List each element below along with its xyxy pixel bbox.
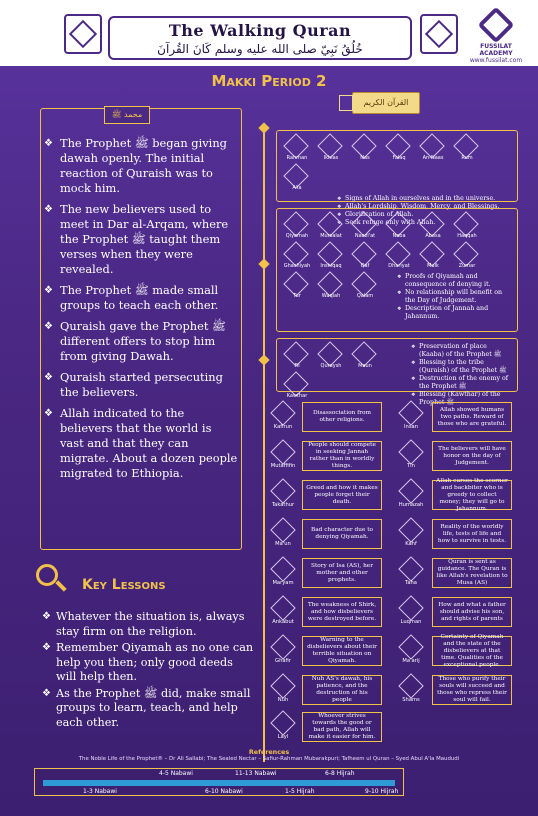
timeline-label: 1-3 Nabawi — [83, 788, 117, 795]
surah-row — [268, 402, 524, 436]
logo-name: FUSSILAT — [480, 43, 512, 50]
surah-diamond: Fil — [281, 343, 313, 373]
timeline-label: 4-5 Nabawi — [159, 770, 193, 777]
list-item: ❖ Allah indicated to the believers that the world is vast and that they can migrate. About a dozen people migrated to Ethiopia. — [42, 406, 238, 481]
surah-diamond: Rum — [451, 135, 483, 165]
surah-diamond: Ma'arij — [396, 636, 426, 666]
list-item: ❖ The Prophet ﷺ made small groups to teach each other. — [42, 283, 238, 313]
surah-diamond: Nuh — [268, 675, 298, 705]
surah-group-3 — [276, 338, 518, 406]
ornament-icon — [64, 14, 102, 54]
title-box — [108, 16, 412, 60]
surah-diamond: Luqman — [396, 597, 426, 627]
narrative-list — [42, 136, 238, 487]
surah-summary: Greed and how it makes people forget their death. — [302, 480, 382, 510]
surah-group-1 — [276, 130, 518, 226]
list-item: ❖ Quraish started persecuting the believers. — [42, 370, 238, 400]
surah-diamond: Humazah — [396, 480, 426, 510]
surah-summary: Allah showed humans two paths. Reward of those who are grateful. — [432, 402, 512, 432]
prophet-name-badge: محمد ﷺ — [104, 106, 150, 124]
surah-summary: Story of Isa (AS), her mother and other prophets. — [302, 558, 382, 588]
surah-diamond: Zumar — [451, 243, 483, 273]
surah-diamond: Dhariyat — [383, 243, 415, 273]
list-item: ❖ Remember Qiyamah as no one can help you then; only good deeds will help then. — [42, 641, 256, 685]
surah-diamond: Ma'un — [268, 519, 298, 549]
references-label: References — [248, 748, 290, 756]
surah-diamond: Falaq — [383, 135, 415, 165]
surah-diamond: Qaf — [349, 243, 381, 273]
surah-summary: People should compete in seeking Jannah rather than in worldly things. — [302, 441, 382, 471]
arabic-subtitle: خُلُقُ نَبِيّ صلى الله عليه وسلم كَانَ القُرآنَ — [157, 42, 363, 56]
surah-row — [268, 712, 524, 746]
surah-row — [268, 441, 524, 475]
header — [0, 0, 538, 66]
logo-url: www.fussilat.com — [469, 56, 523, 64]
surah-diamond: Layl — [268, 712, 298, 742]
surah-diamond: Maun — [349, 343, 381, 373]
surah-diamond: Mursalat — [315, 213, 347, 243]
surah-diamond: Ghafir — [268, 636, 298, 666]
page-title: The Walking Quran — [168, 21, 352, 40]
surah-diamond: Haqqah — [451, 213, 483, 243]
surah-summary: How and what a father should advise his son, and rights of parents — [432, 597, 512, 627]
list-item: ❖ Quraish gave the Prophet ﷺ different offers to stop him from giving Dawah. — [42, 319, 238, 364]
timeline-bar — [43, 780, 395, 786]
surah-summary: Allah curses the scorner and backbiter who is greedy to collect money; they will go to Jahannum. — [432, 480, 512, 510]
surah-diamond: Qiyamah — [281, 213, 313, 243]
surah-summary: Those who purify their souls will succeed and those who repress their soul will fail. — [432, 675, 512, 705]
surah-diamond: Naazi'at — [349, 213, 381, 243]
surah-summary: Bad character due to denying Qiyamah. — [302, 519, 382, 549]
surah-diamond: Mulk — [417, 243, 449, 273]
timeline-label: 1-5 Hijrah — [285, 788, 315, 795]
surah-row — [268, 477, 524, 514]
period-title: Makki Period 2 — [211, 72, 327, 90]
surah-diamond: Maryam — [268, 558, 298, 588]
surah-summary: Nuh AS's dawah, his patience, and the destruction of his people — [302, 675, 382, 705]
references-text: The Noble Life of the Prophet® – Dr Ali Sallabi; The Sealed Nectar – Safiur-Rahman Mubarakpuri; Tafheem ul Quran – Syed Abul A'la Maududi — [78, 756, 460, 762]
surah-diamond: An-Naas — [417, 135, 449, 165]
group-points: ❖ Preservation of place (Kaaba) of the Prophet ﷺ ❖ Blessing to the tribe (Quraish) of the Prophet ﷺ ❖ Destruction of the enemy of the Prophet ﷺ ❖ Blessing (Kawthar) of the Prophet ﷺ — [411, 339, 517, 407]
surah-summary: Whoever strives towards the good or bad path, Allah will make it easier for him. — [302, 712, 382, 742]
surah-summary: Certainty of Qiyamah and the state of the disbelievers at that time. Qualities of the exceptional people. — [432, 636, 512, 666]
surah-diamond: Waqiah — [315, 273, 347, 303]
key-lessons-list — [42, 610, 256, 732]
surah-diamond: Quraysh — [315, 343, 347, 373]
quran-tag: القرآن الكريم — [352, 92, 420, 114]
surah-diamond: Inshiqaq — [315, 243, 347, 273]
surah-row — [268, 558, 524, 592]
key-lessons-title: Key Lessons — [82, 577, 166, 593]
surah-diamond: Abasa — [417, 213, 449, 243]
ornament-icon — [420, 14, 458, 54]
surah-summary: Disassociation from other religions. — [302, 402, 382, 432]
magnifier-icon — [36, 564, 58, 586]
surah-diamond: Naba — [383, 213, 415, 243]
surah-row — [268, 519, 524, 553]
list-item: ❖ The new believers used to meet in Dar al-Arqam, where the Prophet ﷺ taught them verses when they were revealed. — [42, 202, 238, 277]
surah-diamond: Takathur — [268, 480, 298, 510]
references — [0, 748, 538, 762]
timeline — [34, 768, 404, 796]
logo — [466, 12, 526, 65]
timeline-spine — [263, 128, 265, 762]
timeline-label: 11-13 Nabawi — [235, 770, 277, 777]
surah-diamond: Shams — [396, 675, 426, 705]
surah-summary: Reality of the worldly life, tests of life and how to survive in tests. — [432, 519, 512, 549]
surah-diamond: Ikhlas — [315, 135, 347, 165]
surah-diamond: A'la — [281, 165, 313, 195]
surah-diamond: Tur — [281, 273, 313, 303]
logo-sub: ACADEMY — [479, 49, 513, 57]
group-points: ❖ Proofs of Qiyamah and consequence of denying it. ❖ No relationship will benefit on the Day of Judgement. ❖ Description of Jannah and Jahannum. — [277, 273, 517, 325]
surah-row — [268, 675, 524, 709]
surah-summary: The weakness of Shirk, and how disbelievers were destroyed before. — [302, 597, 382, 627]
surah-diamond: Taha — [396, 558, 426, 588]
surah-row — [268, 597, 524, 631]
timeline-label: 6-10 Nabawi — [205, 788, 243, 795]
list-item: ❖ Whatever the situation is, always stay firm on the religion. — [42, 610, 256, 639]
surah-summary: Quran is sent as guidance. The Quran is like Allah's revelation to Musa (AS) — [432, 558, 512, 588]
logo-icon — [478, 7, 515, 44]
group-points: ❖ Signs of Allah in ourselves and in the universe. ❖ Allah's Lordship, Wisdom, Mercy, and Blessings. ❖ Glorification of Allah. ❖ Seek refuge only with Allah. — [277, 195, 517, 231]
surah-diamond: Kafirun — [268, 402, 298, 432]
list-item: ❖ The Prophet ﷺ began giving dawah openly. The initial reaction of Quraish was to mock him. — [42, 136, 238, 196]
surah-diamond: Ghashiyah — [281, 243, 313, 273]
surah-summary: The believers will have honor on the day of Judgement. — [432, 441, 512, 471]
surah-diamond: Ankabut — [268, 597, 298, 627]
surah-group-2 — [276, 208, 518, 332]
list-item: ❖ As the Prophet ﷺ did, make small groups to learn, teach, and help each other. — [42, 687, 256, 731]
surah-diamond: Qalam — [349, 273, 381, 303]
surah-diamond: Mutaffifin — [268, 441, 298, 471]
surah-diamond: Kawthar — [281, 373, 313, 403]
timeline-label: 6-8 Hijrah — [325, 770, 355, 777]
surah-row — [268, 633, 524, 670]
timeline-label: 9-10 Hijrah — [365, 788, 399, 795]
surah-summary: Warning to the disbelievers about their terrible situation on Qiyamah. — [302, 636, 382, 666]
surah-diamond: Rahman — [281, 135, 313, 165]
surah-diamond: Insan — [396, 402, 426, 432]
surah-diamond: Nas — [349, 135, 381, 165]
surah-diamond: Tin — [396, 441, 426, 471]
surah-diamond: Kahf — [396, 519, 426, 549]
